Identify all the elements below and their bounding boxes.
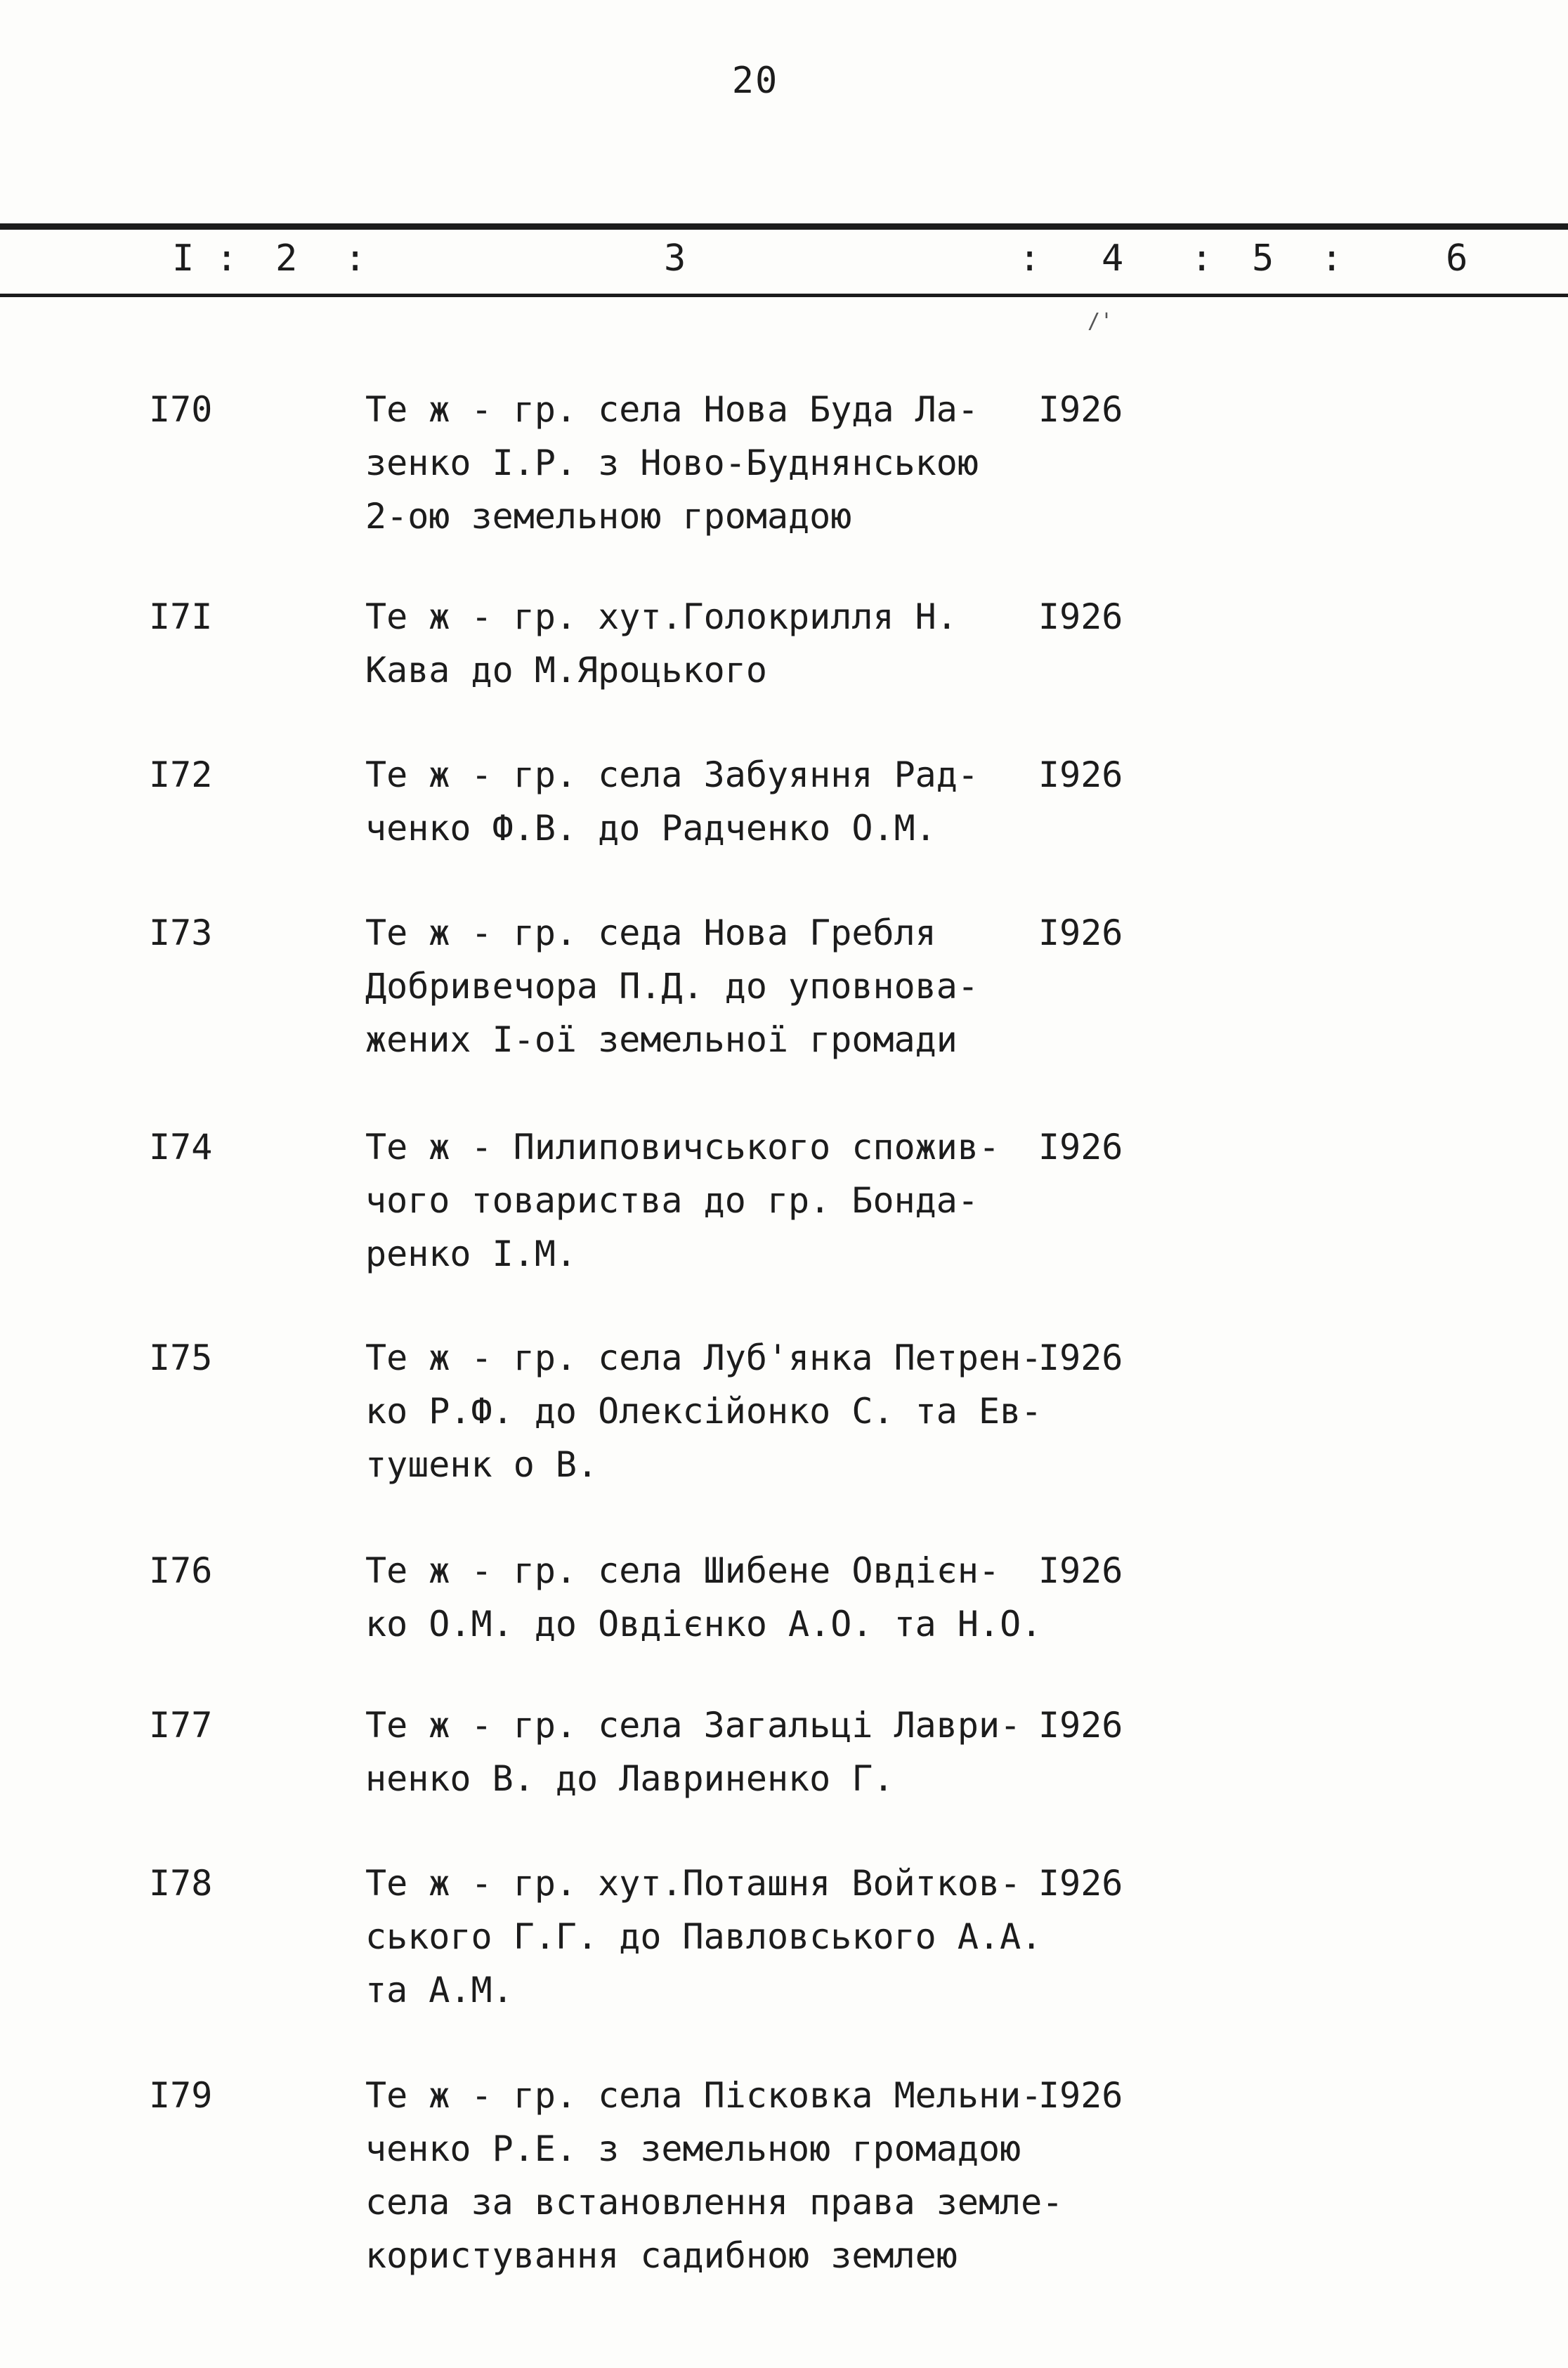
column-separator: :: [216, 237, 238, 280]
description-line: Те ж - гр. села Шибене Овдієн-: [365, 1550, 1000, 1591]
entry-number: I76: [149, 1550, 213, 1591]
entry-number: I74: [149, 1127, 213, 1167]
entry-number: I78: [149, 1863, 213, 1904]
description-line: 2-ою земельною громадою: [365, 496, 852, 537]
description-line: жених І-ої земельної громади: [365, 1019, 958, 1060]
description-line: Те ж - гр. села Загальці Лаври-: [365, 1705, 1021, 1746]
column-separator: :: [1191, 237, 1213, 280]
entry-year: I926: [1038, 1127, 1123, 1167]
entry-year: I926: [1038, 754, 1123, 795]
description-line: ко О.М. до Овдієнко А.О. та Н.О.: [365, 1604, 1043, 1644]
column-header-6: 6: [1446, 237, 1468, 280]
entry-number: I70: [149, 389, 213, 430]
description-line: Те ж - гр. села Пісковка Мельни-: [365, 2075, 1043, 2116]
entry-description: [365, 1699, 1040, 1805]
description-line: Те ж - гр. хут.Поташня Войтков-: [365, 1863, 1021, 1904]
entry-year: I926: [1038, 1863, 1123, 1904]
entry-year: I926: [1038, 1337, 1123, 1378]
header-bottom-rule: [0, 294, 1568, 297]
entry-number: I7I: [149, 596, 213, 637]
header-top-rule: [0, 223, 1568, 230]
description-line: та А.М.: [365, 1970, 514, 2010]
description-line: ського Г.Г. до Павловського А.А.: [365, 1916, 1043, 1957]
entry-description: [365, 590, 1040, 697]
entry-description: [365, 383, 1040, 543]
entry-year: I926: [1038, 389, 1123, 430]
description-line: Те ж - Пилиповичського спожив-: [365, 1127, 1000, 1167]
description-line: Те ж - гр. седа Нова Гребля: [365, 912, 936, 953]
entry-year: I926: [1038, 2075, 1123, 2116]
description-line: користування садибною землею: [365, 2235, 958, 2276]
column-header-4: 4: [1102, 237, 1124, 280]
entry-year: I926: [1038, 596, 1123, 637]
entry-description: [365, 1331, 1043, 1491]
entry-number: I72: [149, 754, 213, 795]
description-line: Кава до М.Яроцького: [365, 650, 767, 691]
stray-mark: /': [1087, 309, 1113, 334]
description-line: ченко Р.Е. з земельною громадою: [365, 2128, 1021, 2169]
description-line: Те ж - гр. села Нова Буда Ла-: [365, 389, 979, 430]
entry-description: [365, 2069, 1064, 2282]
description-line: ренко І.М.: [365, 1234, 577, 1274]
description-line: села за встановлення права земле-: [365, 2182, 1064, 2223]
description-line: тушенк о В.: [365, 1444, 599, 1485]
entry-number: I73: [149, 912, 213, 953]
entry-number: I77: [149, 1705, 213, 1746]
column-header-5: 5: [1252, 237, 1274, 280]
description-line: Добривечора П.Д. до уповнова-: [365, 966, 979, 1007]
description-line: ко Р.Ф. до Олексійонко С. та Ев-: [365, 1391, 1043, 1432]
column-header-3: 3: [664, 237, 686, 280]
entry-number: I79: [149, 2075, 213, 2116]
description-line: Те ж - гр. села Луб'янка Петрен-: [365, 1337, 1043, 1378]
description-line: Те ж - гр. села Забуяння Рад-: [365, 754, 979, 795]
description-line: чого товариства до гр. Бонда-: [365, 1180, 979, 1221]
column-separator: :: [344, 237, 367, 280]
description-line: ченко Ф.В. до Радченко О.М.: [365, 808, 936, 849]
description-line: Те ж - гр. хут.Голокрилля Н.: [365, 596, 958, 637]
entry-year: I926: [1038, 1705, 1123, 1746]
table-header: [0, 237, 1568, 287]
column-separator: :: [1019, 237, 1041, 280]
entry-description: [365, 1544, 1043, 1651]
page-number: 20: [731, 60, 779, 102]
entry-description: [365, 906, 1040, 1066]
description-line: ненко В. до Лавриненко Г.: [365, 1758, 894, 1799]
entry-year: I926: [1038, 1550, 1123, 1591]
description-line: зенко І.Р. з Ново-Буднянською: [365, 443, 979, 483]
entry-year: I926: [1038, 912, 1123, 953]
column-header-2: 2: [275, 237, 298, 280]
entry-description: [365, 748, 1040, 855]
entry-description: [365, 1857, 1043, 2017]
column-header-1: I: [172, 237, 195, 280]
column-separator: :: [1321, 237, 1343, 280]
entry-number: I75: [149, 1337, 213, 1378]
entry-description: [365, 1120, 1040, 1281]
